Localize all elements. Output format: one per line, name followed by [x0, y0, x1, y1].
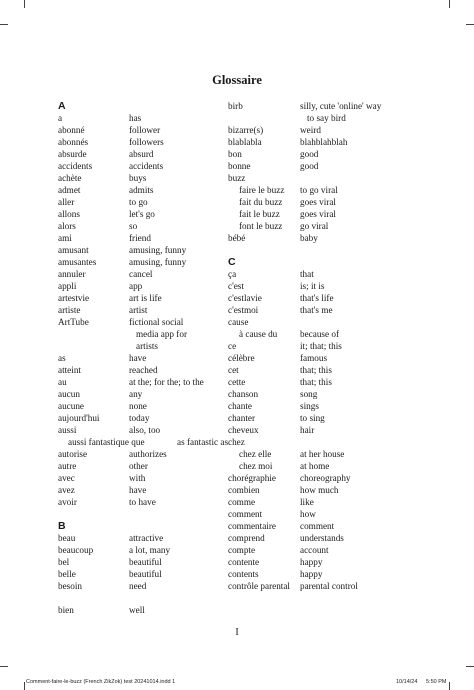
glossary-entry [228, 328, 396, 340]
glossary-entry [58, 412, 218, 424]
glossary-entry [58, 304, 218, 316]
glossary-entry [228, 196, 396, 208]
glossary-entry [228, 340, 396, 352]
glossary-entry [228, 388, 396, 400]
glossary-entry [58, 244, 218, 256]
glossary-entry [58, 484, 218, 496]
english-translation: blahblahblah [300, 137, 348, 147]
french-term: buzz [228, 173, 246, 183]
crop-mark [466, 666, 474, 667]
english-translation: buys [129, 173, 147, 183]
english-translation: at her house [300, 449, 345, 459]
glossary-entry [58, 280, 218, 292]
french-term: blablabla [228, 137, 262, 147]
english-translation: that [300, 269, 314, 279]
glossary-entry [58, 196, 218, 208]
english-translation: how much [300, 485, 339, 495]
glossary-left-column [58, 100, 229, 616]
glossary-entry [58, 532, 218, 544]
glossary-entry [58, 340, 218, 352]
section-gap [58, 508, 218, 520]
glossary-entry [228, 112, 396, 124]
english-translation: goes viral [300, 209, 336, 219]
glossary-entry [228, 232, 396, 244]
english-translation: song [300, 389, 318, 399]
glossary-entry [228, 304, 396, 316]
glossary-entry [58, 448, 218, 460]
glossary-entry [58, 328, 218, 340]
english-translation: is; it is [300, 281, 325, 291]
french-term: avez [58, 485, 75, 495]
glossary-entry [228, 436, 396, 448]
french-term: autre [58, 461, 77, 471]
french-term: cheveux [228, 425, 259, 435]
english-translation: that's me [300, 305, 333, 315]
english-translation: goes viral [300, 197, 336, 207]
english-translation: followers [129, 137, 164, 147]
english-translation: at the; for the; to the [129, 377, 204, 387]
glossary-entry [228, 184, 396, 196]
french-term: absurde [58, 149, 87, 159]
english-translation: how [300, 509, 316, 519]
english-translation: to go [129, 197, 148, 207]
english-translation: baby [300, 233, 318, 243]
glossary-entry [58, 160, 218, 172]
english-translation: app [129, 281, 143, 291]
glossary-entry [228, 100, 396, 112]
french-term: aussi fantastique que [68, 437, 145, 447]
glossary-entry [58, 460, 218, 472]
english-translation: famous [300, 353, 328, 363]
english-translation: account [300, 545, 329, 555]
crop-mark [449, 682, 450, 690]
glossary-entry [228, 424, 396, 436]
english-translation: has [129, 113, 142, 123]
glossary-entry [228, 124, 396, 136]
french-term: alors [58, 221, 76, 231]
french-term: contents [228, 569, 259, 579]
french-term: compte [228, 545, 256, 555]
english-translation: any [129, 389, 143, 399]
english-translation: understands [300, 533, 344, 543]
french-term: aussi [58, 425, 77, 435]
french-term: à cause du [239, 329, 278, 339]
english-translation: media app for [136, 329, 188, 339]
french-term: ami [58, 233, 72, 243]
glossary-entry [228, 568, 396, 580]
french-term: birb [228, 101, 243, 111]
glossary-entry [228, 136, 396, 148]
french-term: chez [228, 437, 245, 447]
english-translation: to go viral [300, 185, 338, 195]
glossary-entry [228, 352, 396, 364]
english-translation: also, too [129, 425, 161, 435]
crop-mark [24, 0, 25, 8]
french-term: chanson [228, 389, 259, 399]
french-term: fait le buzz [239, 209, 280, 219]
glossary-entry [58, 364, 218, 376]
glossary-entry [58, 352, 218, 364]
glossary-entry [58, 256, 218, 268]
english-translation: good [300, 161, 319, 171]
glossary-entry [58, 400, 218, 412]
french-term: c'estlavie [228, 293, 262, 303]
french-term: amusantes [58, 257, 97, 267]
english-translation: happy [300, 557, 323, 567]
glossary-entry [58, 436, 229, 448]
french-term: besoin [58, 581, 82, 591]
crop-mark [466, 24, 474, 25]
french-term: combien [228, 485, 260, 495]
english-translation: that; this [300, 365, 332, 375]
glossary-entry [228, 520, 396, 532]
english-translation: that; this [300, 377, 332, 387]
glossary-entry [228, 268, 396, 280]
english-translation: because of [300, 329, 340, 339]
english-translation: beautiful [129, 557, 162, 567]
english-translation: other [129, 461, 148, 471]
english-translation: to have [129, 497, 156, 507]
french-term: appli [58, 281, 77, 291]
glossary-entry [58, 472, 218, 484]
glossary-entry [58, 496, 218, 508]
english-translation: silly, cute 'online' way [300, 101, 382, 111]
english-translation: with [129, 473, 146, 483]
glossary-entry [228, 412, 396, 424]
english-translation: artists [136, 341, 158, 351]
french-term: bien [58, 605, 74, 615]
french-term: ArtTube [58, 317, 89, 327]
glossary-entry [228, 220, 396, 232]
french-term: achète [58, 173, 82, 183]
french-term: amusant [58, 245, 89, 255]
english-translation: at home [300, 461, 330, 471]
glossary-entry [58, 208, 218, 220]
french-term: beaucoup [58, 545, 94, 555]
french-term: avoir [58, 497, 77, 507]
glossary-entry [58, 604, 218, 616]
english-translation: none [129, 401, 147, 411]
english-translation: friend [129, 233, 151, 243]
section-gap [58, 592, 218, 604]
section-letter: A [58, 100, 66, 112]
english-translation: attractive [129, 533, 164, 543]
glossary-entry [228, 148, 396, 160]
english-translation: go viral [300, 221, 329, 231]
english-translation: choreography [300, 473, 351, 483]
print-slug-file: Comment-faire-le-buzz (French ZikZok) test 20241014.indd 1 [26, 679, 176, 685]
french-term: bon [228, 149, 242, 159]
english-translation: beautiful [129, 569, 162, 579]
english-translation: cancel [129, 269, 153, 279]
french-term: comment [228, 509, 263, 519]
glossary-entry [228, 472, 396, 484]
crop-mark [449, 0, 450, 8]
glossary-entry [228, 208, 396, 220]
glossary-entry [228, 460, 396, 472]
glossary-entry [228, 544, 396, 556]
french-term: abonné [58, 125, 85, 135]
french-term: artestvie [58, 293, 90, 303]
french-term: atteint [58, 365, 81, 375]
french-term: comprend [228, 533, 265, 543]
french-term: accidents [58, 161, 93, 171]
english-translation: have [129, 485, 147, 495]
english-translation: a lot, many [129, 545, 171, 555]
glossary-entry [228, 580, 396, 592]
english-translation: have [129, 353, 147, 363]
english-translation: sings [300, 401, 319, 411]
french-term: cette [228, 377, 246, 387]
french-term: font le buzz [239, 221, 283, 231]
glossary-entry [58, 184, 218, 196]
french-term: cause [228, 317, 249, 327]
french-term: chorégraphie [228, 473, 276, 483]
french-term: aucune [58, 401, 85, 411]
english-translation: well [129, 605, 145, 615]
french-term: abonnés [58, 137, 89, 147]
english-translation: fictional social [129, 317, 184, 327]
english-translation: that's life [300, 293, 334, 303]
section-letter: B [58, 520, 66, 532]
glossary-entry [58, 172, 218, 184]
english-translation: like [300, 497, 314, 507]
glossary-entry [228, 280, 396, 292]
french-term: fait du buzz [239, 197, 283, 207]
glossary-entry [228, 292, 396, 304]
print-slug-time: 5:50 PM [426, 679, 447, 685]
french-term: bébé [228, 233, 246, 243]
french-term: aucun [58, 389, 80, 399]
english-translation: let's go [129, 209, 155, 219]
english-translation: art is life [129, 293, 162, 303]
french-term: célèbre [228, 353, 255, 363]
crop-mark [0, 666, 8, 667]
french-term: contrôle parental [228, 581, 290, 591]
glossary-entry [58, 556, 218, 568]
glossary-entry [58, 112, 218, 124]
french-term: autorise [58, 449, 88, 459]
french-term: chante [228, 401, 252, 411]
glossary-entry [58, 376, 218, 388]
french-term: au [58, 377, 67, 387]
glossary-entry [58, 268, 218, 280]
french-term: commentaire [228, 521, 276, 531]
french-term: bel [58, 557, 70, 567]
page-title: Glossaire [212, 73, 262, 87]
french-term: beau [58, 533, 76, 543]
glossary-entry [228, 496, 396, 508]
english-translation: to say bird [307, 113, 346, 123]
glossary-entry [228, 172, 396, 184]
crop-mark [24, 682, 25, 690]
glossary-entry [58, 580, 218, 592]
glossary-entry [58, 388, 218, 400]
glossary-entry [58, 316, 218, 328]
glossary-entry [58, 568, 218, 580]
french-term: as [58, 353, 66, 363]
french-term: contente [228, 557, 260, 567]
glossary-entry [228, 364, 396, 376]
french-term: belle [58, 569, 76, 579]
french-term: aujourd'hui [58, 413, 100, 423]
english-translation: good [300, 149, 319, 159]
english-translation: amusing, funny [129, 245, 187, 255]
french-term: c'estmoi [228, 305, 259, 315]
french-term: comme [228, 497, 256, 507]
glossary-entry [58, 148, 218, 160]
glossary-entry [58, 544, 218, 556]
glossary-entry [228, 448, 396, 460]
french-term: annuler [58, 269, 86, 279]
french-term: cet [228, 365, 239, 375]
french-term: chanter [228, 413, 256, 423]
english-translation: parental control [300, 581, 358, 591]
french-term: admet [58, 185, 81, 195]
page-number: I [235, 627, 239, 638]
glossary-entry [228, 316, 396, 328]
english-translation: admits [129, 185, 154, 195]
english-translation: comment [300, 521, 335, 531]
glossary-entry [228, 400, 396, 412]
glossary-entry [228, 484, 396, 496]
english-translation: hair [300, 425, 315, 435]
glossary-entry [228, 532, 396, 544]
french-term: faire le buzz [239, 185, 285, 195]
glossary-entry [58, 220, 218, 232]
french-term: chez elle [239, 449, 272, 459]
english-translation: need [129, 581, 147, 591]
french-term: a [58, 113, 63, 123]
glossary-entry [228, 376, 396, 388]
french-term: ce [228, 341, 237, 351]
english-translation: to sing [300, 413, 325, 423]
glossary-entry [228, 160, 396, 172]
french-term: c'est [228, 281, 244, 291]
french-term: chez moi [239, 461, 273, 471]
crop-mark [0, 24, 8, 25]
english-translation: authorizes [129, 449, 167, 459]
glossary-entry [58, 232, 218, 244]
french-term: bizarre(s) [228, 125, 264, 135]
section-gap [228, 244, 396, 256]
glossary-entry [58, 136, 218, 148]
english-translation: it; that; this [300, 341, 342, 351]
english-translation: absurd [129, 149, 154, 159]
english-translation: as fantastic as [177, 437, 229, 447]
french-term: ça [228, 269, 237, 279]
print-slug-date: 10/14/24 [396, 679, 418, 685]
english-translation: reached [129, 365, 158, 375]
glossary-entry [58, 424, 218, 436]
glossary-entry [58, 124, 218, 136]
glossary-right-column [228, 100, 396, 592]
english-translation: follower [129, 125, 161, 135]
english-translation: so [129, 221, 138, 231]
glossary-entry [228, 508, 396, 520]
english-translation: today [129, 413, 150, 423]
french-term: aller [58, 197, 75, 207]
french-term: allons [58, 209, 80, 219]
english-translation: weird [300, 125, 321, 135]
french-term: artiste [58, 305, 81, 315]
english-translation: amusing, funny [129, 257, 187, 267]
french-term: bonne [228, 161, 251, 171]
english-translation: happy [300, 569, 323, 579]
section-letter: C [228, 256, 236, 268]
glossary-entry [228, 556, 396, 568]
english-translation: artist [129, 305, 148, 315]
glossary-entry [58, 292, 218, 304]
english-translation: accidents [129, 161, 164, 171]
french-term: avec [58, 473, 75, 483]
